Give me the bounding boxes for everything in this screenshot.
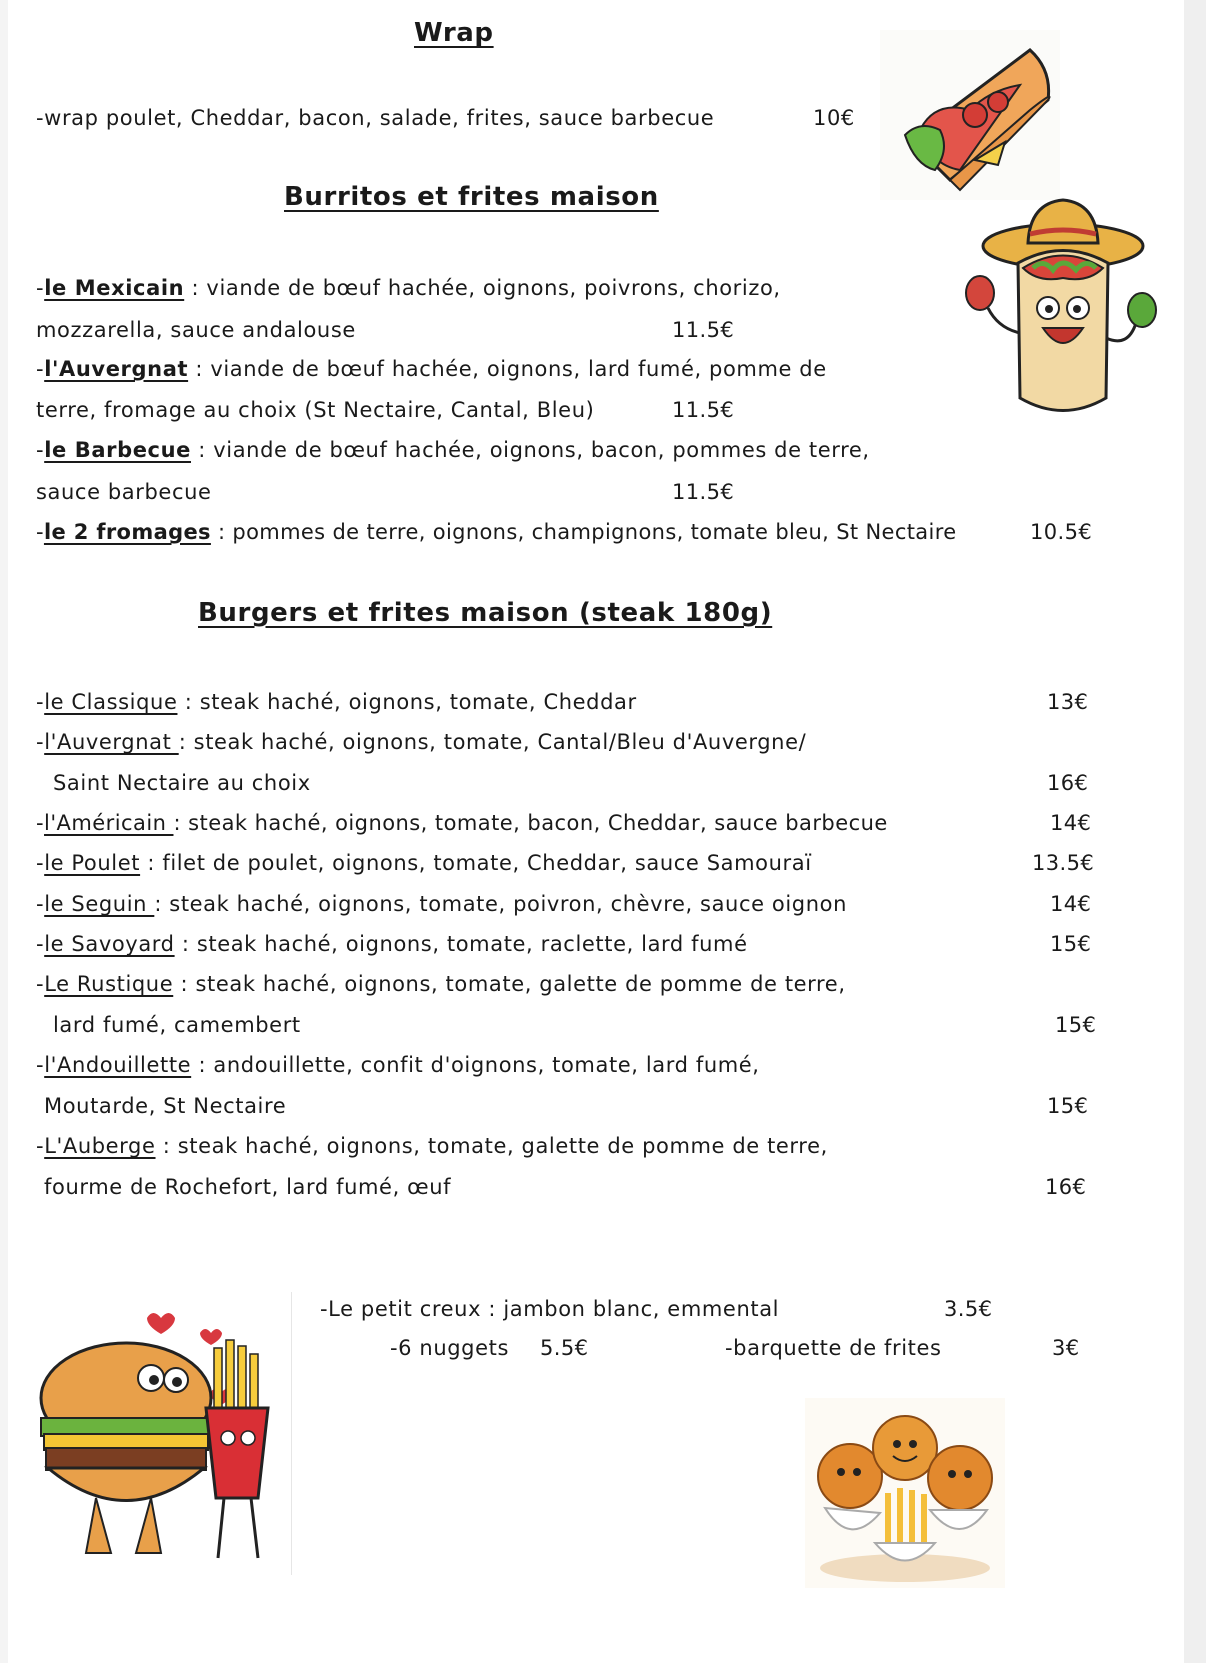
- section-title-burritos: Burritos et frites maison: [284, 182, 659, 212]
- burger-item-price: 15€: [1050, 932, 1092, 956]
- burrito-item-name: le Mexicain: [44, 276, 185, 300]
- wrap-illustration: [880, 30, 1060, 200]
- burger-item-price: 15€: [1047, 1094, 1089, 1118]
- burger-item-line1: -le Seguin : steak haché, oignons, tomate, poivron, chèvre, sauce oignon: [36, 892, 847, 916]
- burger-item-line1: -le Classique : steak haché, oignons, tomate, Cheddar: [36, 690, 637, 714]
- burger-item-price: 15€: [1055, 1013, 1097, 1037]
- burger-item-line2: Moutarde, St Nectaire: [44, 1094, 287, 1118]
- extra-petit-creux-desc: -Le petit creux : jambon blanc, emmental: [320, 1297, 780, 1321]
- burger-item-line1: -le Savoyard : steak haché, oignons, tomate, raclette, lard fumé: [36, 932, 748, 956]
- burger-item-line1: -l'Américain : steak haché, oignons, tomate, bacon, Cheddar, sauce barbecue: [36, 811, 888, 835]
- wrap-item-price: 10€: [813, 106, 855, 130]
- section-title-burgers: Burgers et frites maison (steak 180g): [198, 598, 773, 628]
- burger-item-name: Le Rustique: [44, 972, 174, 996]
- wrap-item-desc: -wrap poulet, Cheddar, bacon, salade, frites, sauce barbecue: [36, 106, 715, 130]
- burrito-item-price: 11.5€: [672, 398, 735, 422]
- extra-frites-price: 3€: [1052, 1336, 1080, 1360]
- burger-item-name: l'Auvergnat: [44, 730, 179, 754]
- burger-item-name: l'Andouillette: [44, 1053, 192, 1077]
- page-edge: [1184, 0, 1206, 1663]
- burger-item-name: le Seguin: [44, 892, 155, 916]
- burger-item-name: L'Auberge: [44, 1134, 156, 1158]
- burrito-item-line1: -l'Auvergnat : viande de bœuf hachée, oignons, lard fumé, pomme de: [36, 357, 827, 381]
- burrito-item-line1: -le Barbecue : viande de bœuf hachée, oignons, bacon, pommes de terre,: [36, 438, 870, 462]
- burger-item-name: le Classique: [44, 690, 178, 714]
- nuggets-fries-illustration: [805, 1398, 1005, 1588]
- burger-item-name: l'Américain: [44, 811, 174, 835]
- burger-fries-couple-illustration: [36, 1298, 291, 1578]
- burger-item-line1: -le Poulet : filet de poulet, oignons, tomate, Cheddar, sauce Samouraï: [36, 851, 812, 875]
- burger-item-price: 14€: [1050, 892, 1092, 916]
- burger-item-price: 14€: [1050, 811, 1092, 835]
- burrito-item-price: 10.5€: [1030, 520, 1093, 544]
- section-title-wrap: Wrap: [414, 18, 494, 48]
- burger-item-line1: -l'Auvergnat : steak haché, oignons, tomate, Cantal/Bleu d'Auvergne/: [36, 730, 807, 754]
- burrito-item-name: le Barbecue: [44, 438, 191, 462]
- burger-item-line2: fourme de Rochefort, lard fumé, œuf: [44, 1175, 452, 1199]
- burrito-item-line2: terre, fromage au choix (St Nectaire, Cantal, Bleu): [36, 398, 595, 422]
- burger-item-name: le Poulet: [44, 851, 141, 875]
- extra-petit-creux-price: 3.5€: [944, 1297, 993, 1321]
- divider: [291, 1292, 292, 1575]
- burger-item-name: le Savoyard: [44, 932, 175, 956]
- burrito-item-price: 11.5€: [672, 480, 735, 504]
- burrito-item-price: 11.5€: [672, 318, 735, 342]
- extra-frites-desc: -barquette de frites: [725, 1336, 942, 1360]
- burrito-item-line1: -le 2 fromages : pommes de terre, oignons, champignons, tomate bleu, St Nectaire: [36, 520, 957, 544]
- burger-item-line1: -l'Andouillette : andouillette, confit d'oignons, tomate, lard fumé,: [36, 1053, 760, 1077]
- burger-item-price: 16€: [1045, 1175, 1087, 1199]
- burger-item-price: 13€: [1047, 690, 1089, 714]
- burrito-item-line2: mozzarella, sauce andalouse: [36, 318, 356, 342]
- burrito-mascot-illustration: [958, 198, 1168, 433]
- burger-item-line1: -L'Auberge : steak haché, oignons, tomate, galette de pomme de terre,: [36, 1134, 828, 1158]
- burrito-item-name: le 2 fromages: [43, 520, 211, 544]
- burger-item-line2: Saint Nectaire au choix: [53, 771, 311, 795]
- burrito-item-line2: sauce barbecue: [36, 480, 212, 504]
- burger-item-price: 16€: [1047, 771, 1089, 795]
- burger-item-price: 13.5€: [1032, 851, 1095, 875]
- burrito-item-line1: -le Mexicain : viande de bœuf hachée, oignons, poivrons, chorizo,: [36, 276, 781, 300]
- extra-nuggets-desc: -6 nuggets: [390, 1336, 509, 1360]
- burrito-item-name: l'Auvergnat: [44, 357, 189, 381]
- burger-item-line2: lard fumé, camembert: [53, 1013, 301, 1037]
- burger-item-line1: -Le Rustique : steak haché, oignons, tomate, galette de pomme de terre,: [36, 972, 846, 996]
- extra-nuggets-price: 5.5€: [540, 1336, 589, 1360]
